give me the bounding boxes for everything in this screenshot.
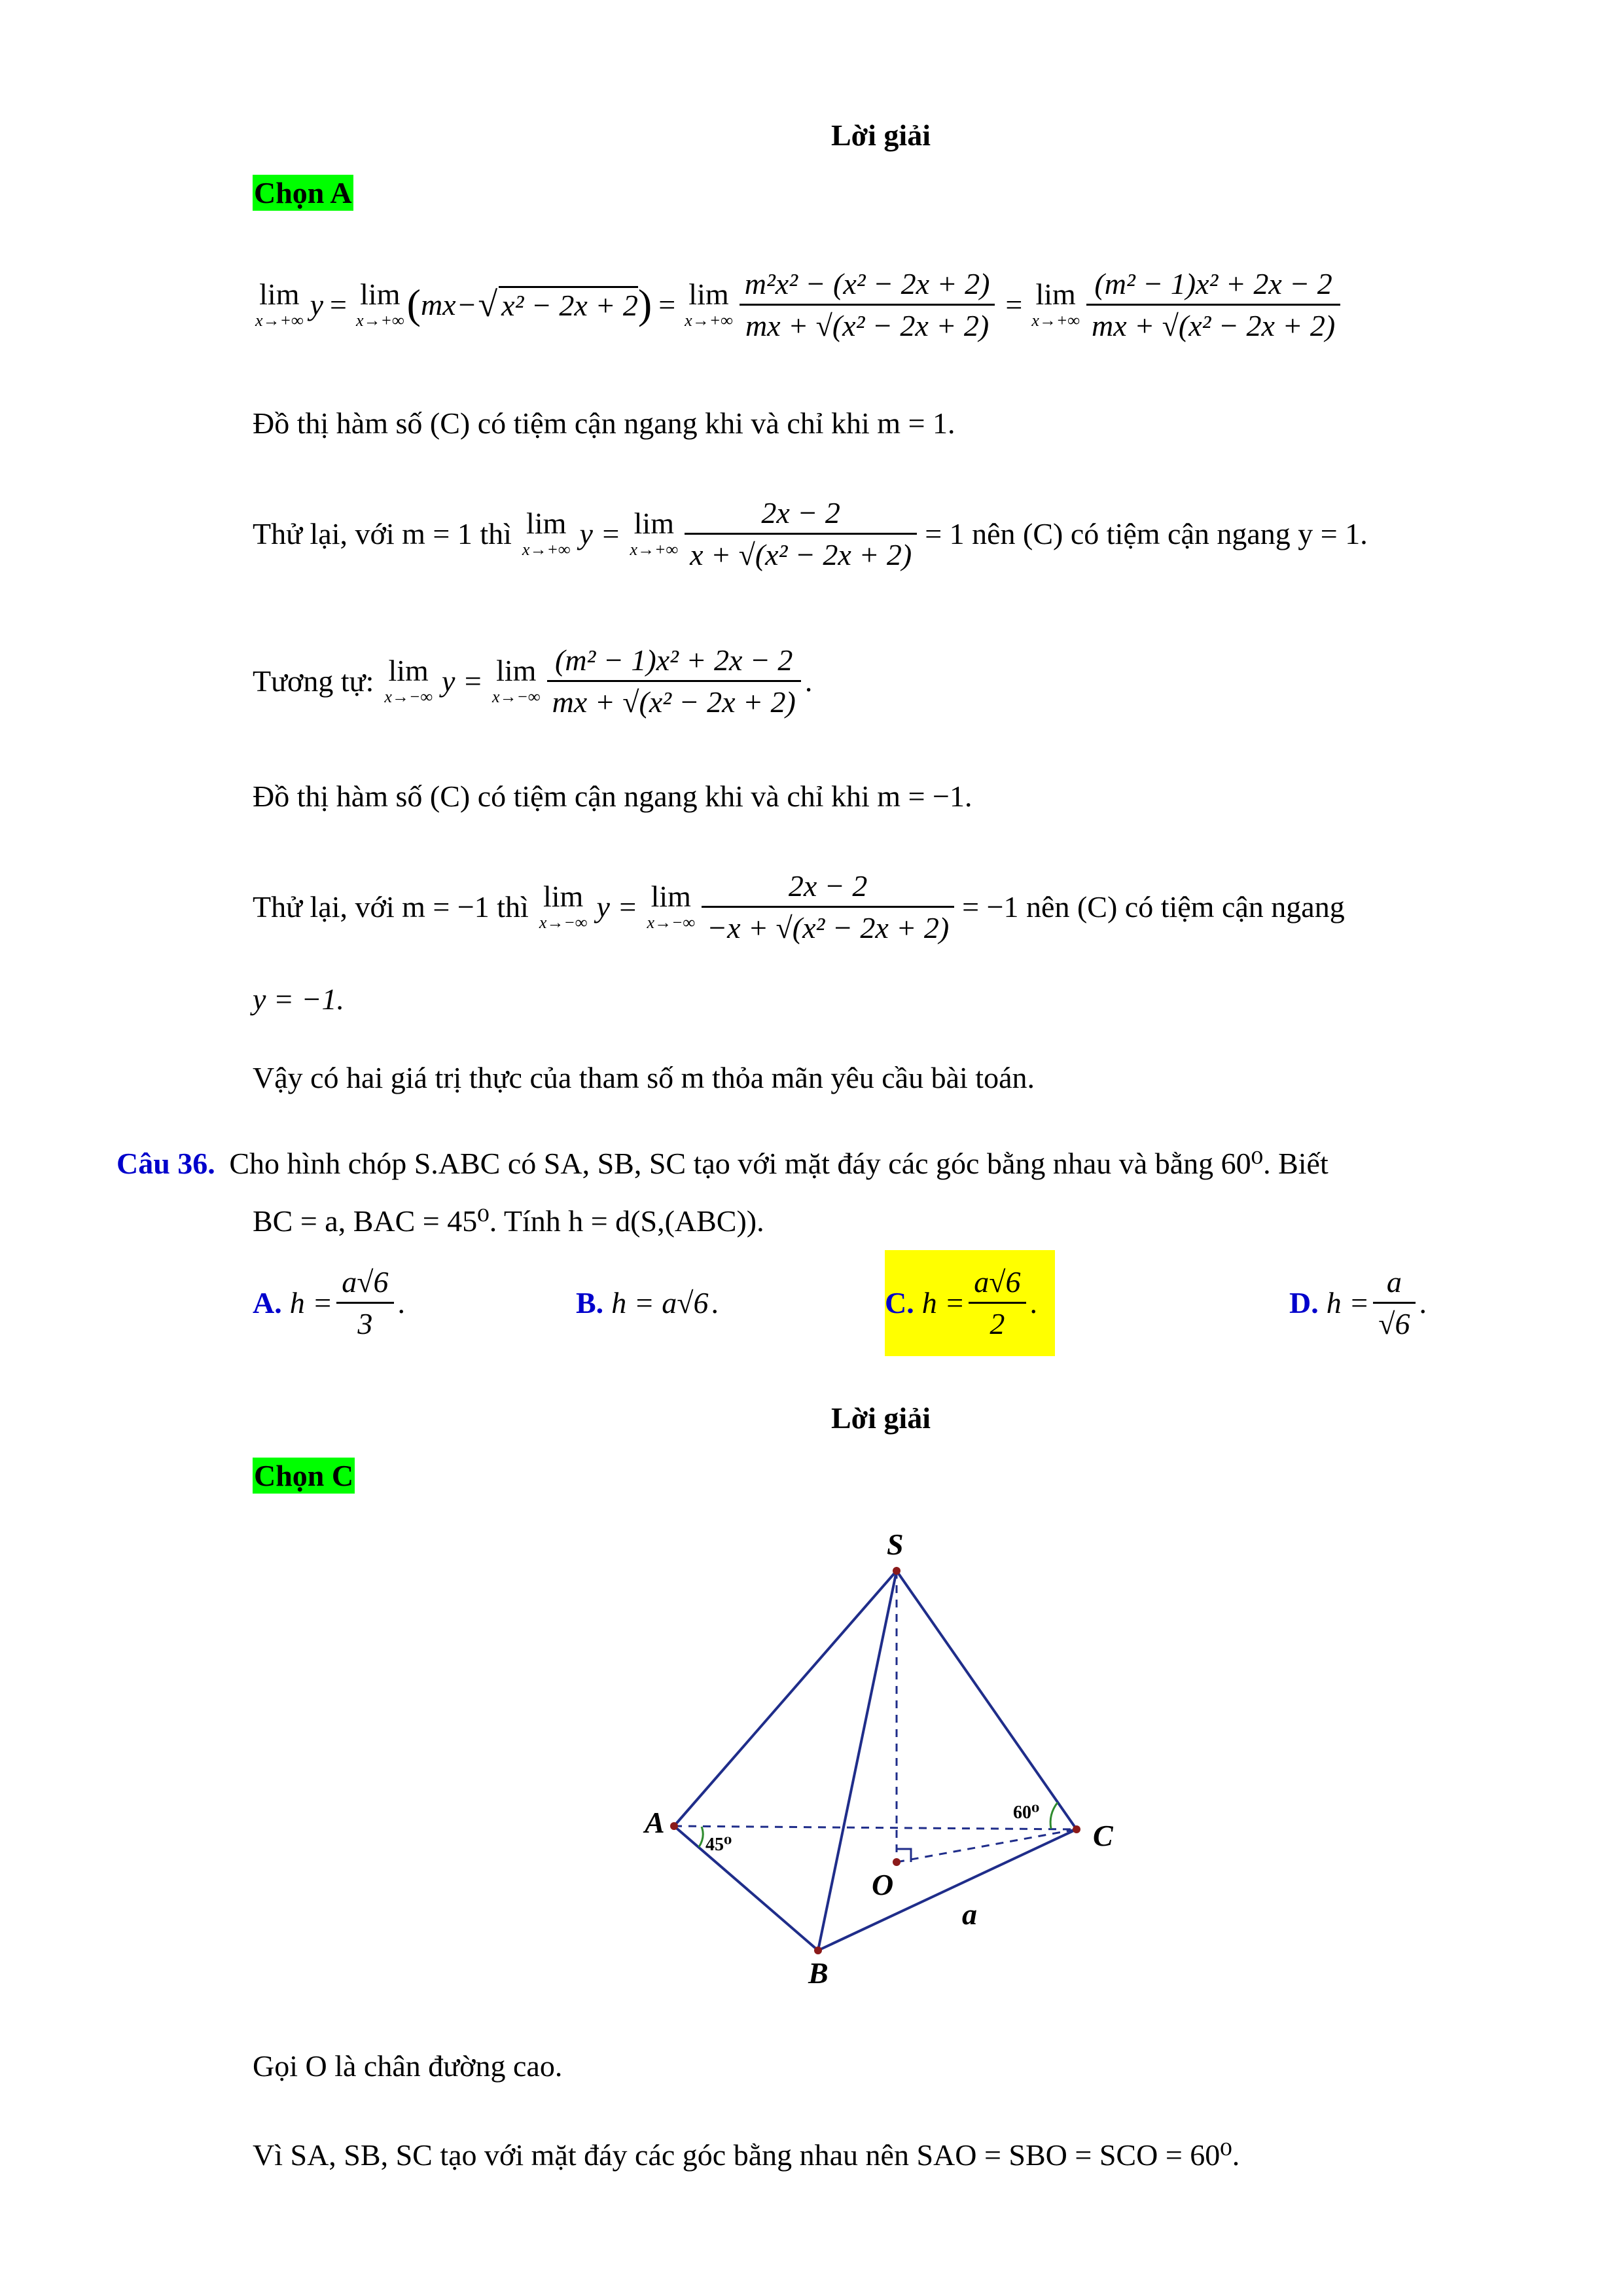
paragraph-1: Đồ thị hàm số (C) có tiệm cận ngang khi và chỉ khi m = 1. [253,406,955,440]
radicand: x² − 2x + 2 [499,286,638,323]
solution-heading-2: Lời giải [831,1401,931,1435]
p3-lim2-sub: x→−∞ [491,687,541,706]
question-36 [116,1145,1329,1181]
minus-sign: − [458,287,476,321]
option-c-den: 2 [969,1302,1026,1341]
point-O [893,1858,901,1866]
p5-prefix: Thử lại, với m = −1 thì [253,889,529,924]
segment-OC [897,1829,1077,1862]
paragraph-5: Thử lại, với m = −1 thì lim x→−∞ y = lim x→−∞ $\frac{2x - 2}{\text{−x + √(x² − 2x + 2)}}$ = −1 nên (C) có tiệm cận ngang [253,869,1345,944]
point-C [1073,1825,1080,1833]
p3-lim-sub: x→−∞ [384,687,433,706]
p3-fraction [547,643,801,719]
lim-1-sub: x→+∞ [255,311,304,330]
label-A: A [645,1806,665,1839]
option-a-letter: A. [253,1285,282,1319]
option-c-num: a√6 [974,1265,1021,1299]
fraction-2-den: mx + √(x² − 2x + 2) [740,304,995,343]
option-c-letter: C. [885,1285,914,1319]
option-c-lhs: h = [921,1285,965,1319]
lim-4-sub: x→+∞ [1031,311,1080,330]
p3-suffix: . [804,664,813,698]
option-b[interactable] [576,1260,719,1345]
lim-3-sub: x→+∞ [685,311,733,330]
mx-term: mx [420,287,456,321]
fraction-2 [740,266,995,343]
p2-num: 2x − 2 [761,495,840,529]
option-d-letter: D. [1289,1285,1319,1319]
lim-2-sub: x→+∞ [356,311,404,330]
p5-den: −x + √(x² − 2x + 2) [702,906,954,945]
option-a-num: a√6 [342,1265,389,1299]
option-d-tail: . [1419,1285,1427,1319]
option-b-letter: B. [576,1285,604,1319]
answer-choice-2 [253,1458,355,1493]
option-a[interactable] [253,1260,405,1345]
p5-lim-sub: x→−∞ [539,913,588,932]
label-O: O [872,1868,894,1901]
p2-lim2-sub: x→+∞ [630,540,679,559]
paragraph-4: Đồ thị hàm số (C) có tiệm cận ngang khi và chỉ khi m = −1. [253,780,972,813]
limit-equation: lim x→+∞ y = lim x→+∞ ( mx − √ x² − 2x + 2 ) = lim x→+∞ $\frac{\text{m²x² − (x² − 2x + 2)}}{\text{mx + √(x² − 2x + 2)}}$ = lim x→+∞ $\frac{\text{(m² − 1)x² + 2x − 2}}{\text{mx + √(x² − 2x + 2)}}$ [253,249,1344,360]
answer-choice-2-highlight: Chọn C [254,1459,354,1492]
p2-lim-sub: x→+∞ [522,540,571,559]
edge-BC [818,1829,1077,1950]
p5-lim2-sub: x→−∞ [647,913,696,932]
paragraph-3: Tương tự: lim x→−∞ y = lim x→−∞ $\frac{\text{(m² − 1)x² + 2x − 2}}{\text{mx + √(x² − 2x + 2)}}$ . [253,643,813,719]
option-d[interactable] [1289,1260,1427,1345]
fraction-3 [1086,266,1340,343]
edge-SA [674,1571,897,1826]
p2-suffix: = 1 nên (C) có tiệm cận ngang y = 1. [925,516,1368,550]
paragraph-7: Gọi O là chân đường cao. [253,2049,563,2083]
edge-AC-dashed [674,1826,1077,1829]
question-text-1: Cho hình chóp S.ABC có SA, SB, SC tạo với mặt đáy các góc bằng nhau và bằng 60⁰. Biết [229,1147,1329,1180]
option-a-tail: . [397,1285,406,1319]
p3-prefix: Tương tự: [253,664,374,698]
paragraph-8: Vì SA, SB, SC tạo với mặt đáy các góc bằng nhau nên SAO = SBO = SCO = 60⁰. [253,2138,1240,2172]
answer-choice-1-highlight: Chọn A [254,176,352,209]
label-angle-45: 45⁰ [705,1835,732,1855]
edge-SC [897,1571,1077,1829]
lim-2: lim [360,278,401,311]
label-angle-60: 60⁰ [1013,1803,1040,1823]
label-S: S [887,1532,904,1561]
option-b-lhs: h = a√6 [611,1285,709,1319]
option-a-lhs: h = [289,1285,333,1319]
paragraph-2: Thử lại, với m = 1 thì lim x→+∞ y = lim x→+∞ $\frac{2x - 2}{\text{x + √(x² − 2x + 2)}}$ = 1 nên (C) có tiệm cận ngang y = 1. [253,495,1368,571]
question-text-2: BC = a, BAC = 45⁰. Tính h = d(S,(ABC)). [253,1204,764,1238]
paragraph-6: Vậy có hai giá trị thực của tham số m thỏa mãn yêu cầu bài toán. [253,1061,1035,1094]
fraction-3-den: mx + √(x² − 2x + 2) [1086,304,1340,343]
angle-45-arc [699,1827,703,1847]
eq-1: = [330,287,347,321]
option-d-num: a [1386,1265,1402,1299]
y-var: y [310,287,324,321]
point-S [893,1567,901,1575]
point-B [814,1946,822,1954]
p3-den: mx + √(x² − 2x + 2) [547,680,801,719]
option-c-tail: . [1029,1285,1038,1319]
option-a-den: 3 [336,1302,393,1341]
option-b-tail: . [711,1285,719,1319]
p2-prefix: Thử lại, với m = 1 thì [253,516,512,550]
option-d-lhs: h = [1326,1285,1370,1319]
option-c[interactable] [885,1260,1037,1345]
p5-num: 2x − 2 [788,869,868,903]
point-A [670,1822,678,1830]
label-C: C [1093,1819,1113,1852]
p2-fraction [685,495,917,572]
answer-choice-1 [253,175,353,210]
label-a: a [962,1897,977,1931]
angle-60-arc [1050,1803,1058,1829]
fraction-3-num: (m² − 1)x² + 2x − 2 [1094,266,1332,300]
solution-heading-1: Lời giải [831,118,931,152]
edge-AB [674,1826,818,1950]
paragraph-5-cont: y = −1. [253,982,344,1016]
question-label: Câu 36. [116,1147,215,1180]
pyramid-figure [589,1532,1178,1990]
p3-num: (m² − 1)x² + 2x − 2 [555,643,793,677]
p5-fraction [702,869,954,945]
option-d-den: √6 [1373,1302,1415,1341]
fraction-2-num: m²x² − (x² − 2x + 2) [744,266,990,300]
lim-1: lim [259,278,300,311]
p2-den: x + √(x² − 2x + 2) [685,533,917,572]
label-B: B [808,1956,829,1990]
p5-suffix: = −1 nên (C) có tiệm cận ngang [962,889,1345,924]
